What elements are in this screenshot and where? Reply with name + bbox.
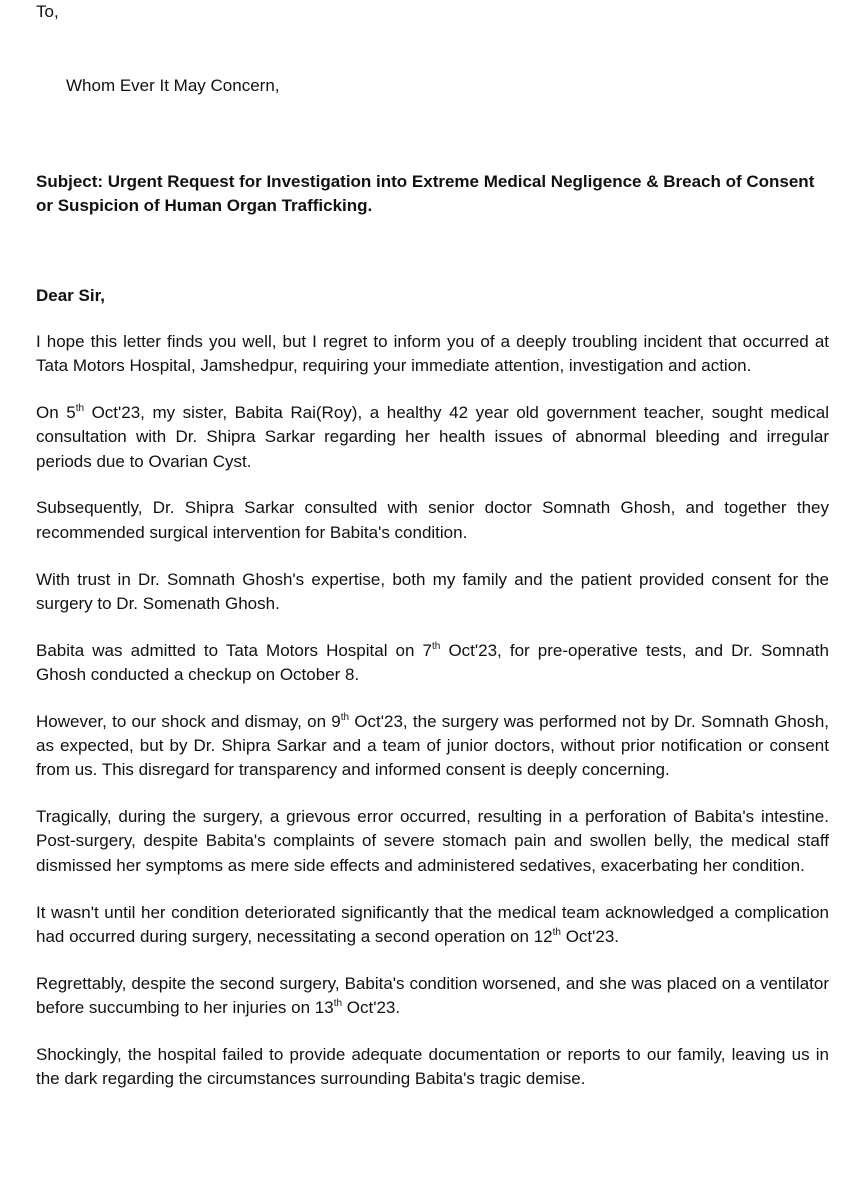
superscript: th	[333, 997, 343, 1009]
text: Oct'23.	[560, 926, 620, 946]
letter-subject: Subject: Urgent Request for Investigation into Extreme Medical Negligence & Breach of Consent or Suspicion of Human Organ Trafficking.	[36, 172, 815, 216]
paragraph	[36, 972, 829, 1021]
letter-recipient: Whom Ever It May Concern,	[66, 76, 280, 95]
letter-body	[36, 330, 829, 1114]
superscript: th	[75, 403, 85, 415]
letter-to: To,	[36, 2, 59, 21]
text: Oct'23, for pre-operative tests, and Dr. Somnath Ghosh conducted a checkup on October 8.	[36, 640, 829, 684]
paragraph: Shockingly, the hospital failed to provide adequate documentation or reports to our family, leaving us in the dark regarding the circumstances surrounding Babita's tragic demise.	[36, 1044, 829, 1089]
text: Oct'23.	[342, 997, 401, 1017]
text: Babita was admitted to Tata Motors Hospital on 7	[36, 640, 433, 660]
superscript: th	[552, 926, 561, 938]
paragraph	[36, 710, 829, 783]
text: However, to our shock and dismay, on 9	[36, 711, 341, 731]
letter-salutation: Dear Sir,	[36, 286, 105, 305]
superscript: th	[340, 711, 350, 723]
superscript: th	[432, 640, 441, 652]
text: Regrettably, despite the second surgery, Babita's condition worsened, and she was placed on a ventilator before succumbing to her injuries on 13	[36, 973, 829, 1017]
paragraph: With trust in Dr. Somnath Ghosh's expertise, both my family and the patient provided consent for the surgery to Dr. Somenath Ghosh.	[36, 569, 829, 613]
paragraph: Tragically, during the surgery, a grievous error occurred, resulting in a perforation of Babita's intestine. Post-surgery, despite Babita's complaints of severe stomach pain and swollen belly, the medical staff dismissed her symptoms as mere side effects and administered sedatives, exacerbating her condition.	[36, 807, 829, 875]
text: Oct'23, the surgery was performed not by Dr. Somnath Ghosh, as expected, but by Dr. Shipra Sarkar and a team of junior doctors, without prior notification or consent from us. This disregard for transparency and informed consent is deeply concerning.	[36, 711, 830, 780]
paragraph: Subsequently, Dr. Shipra Sarkar consulted with senior doctor Somnath Ghosh, and together they recommended surgical intervention for Babita's condition.	[36, 498, 829, 542]
paragraph: I hope this letter finds you well, but I regret to inform you of a deeply troubling incident that occurred at Tata Motors Hospital, Jamshedpur, requiring your immediate attention, investigation and action.	[36, 332, 829, 376]
paragraph	[36, 901, 829, 950]
paragraph	[36, 639, 829, 688]
text: On 5	[36, 403, 76, 423]
paragraph	[36, 401, 829, 474]
text: Oct'23, my sister, Babita Rai(Roy), a healthy 42 year old government teacher, sought medical consultation with Dr. Shipra Sarkar regarding her health issues of abnormal bleeding and irregular periods due to Ovarian Cyst.	[36, 403, 829, 471]
text: It wasn't until her condition deteriorated significantly that the medical team acknowledged a complication had occurred during surgery, necessitating a second operation on 12	[36, 902, 829, 946]
